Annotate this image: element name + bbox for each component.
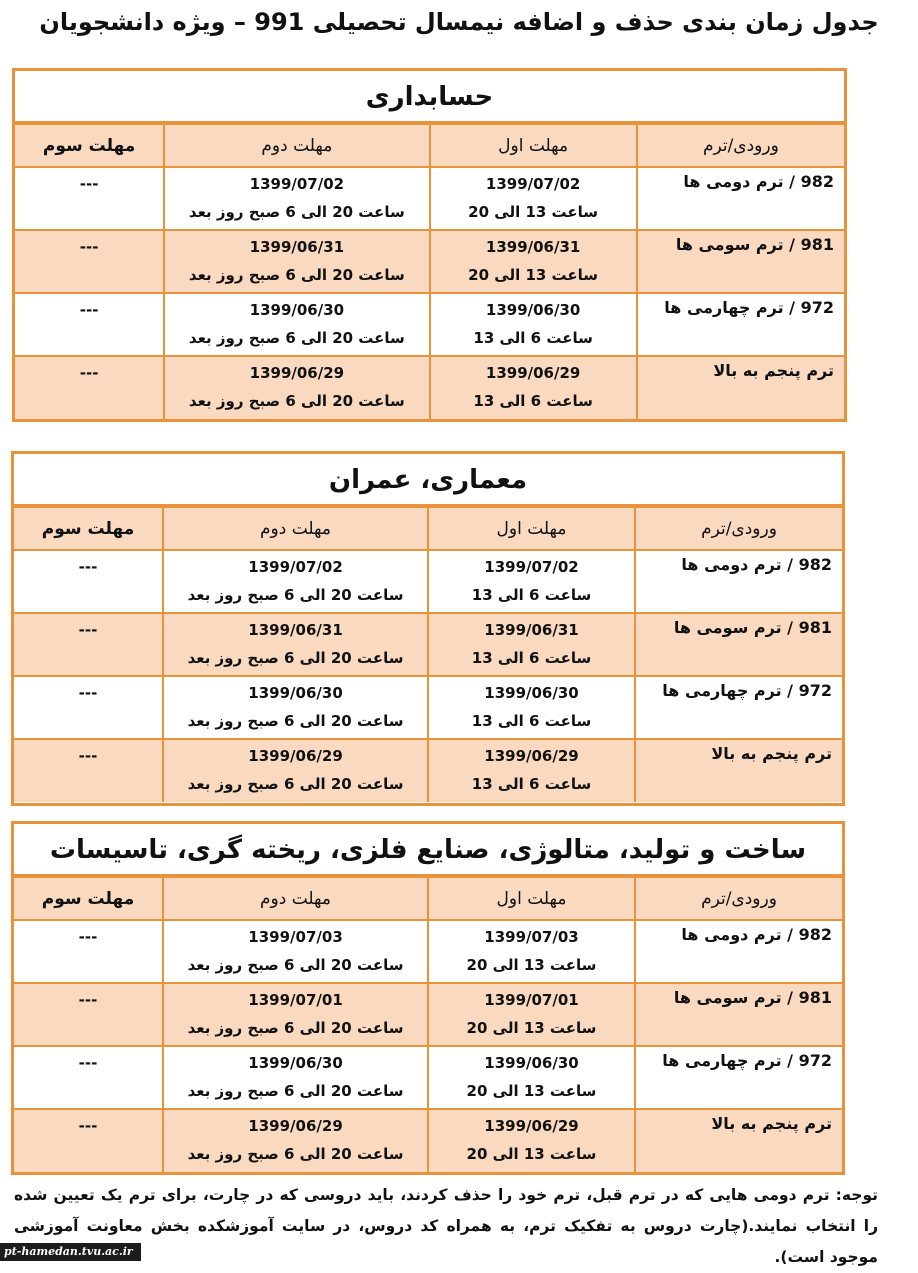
header-third-deadline: مهلت سوم xyxy=(14,507,163,550)
third-deadline-value: --- xyxy=(79,301,99,319)
header-third-deadline: مهلت سوم xyxy=(14,877,163,920)
second-deadline-time: ساعت 20 الی 6 صبح روز بعد xyxy=(187,649,404,667)
entry-term: 982 / ترم دومی ها xyxy=(683,172,834,191)
first-deadline-time: ساعت 6 الی 13 xyxy=(471,586,592,604)
third-deadline-value: --- xyxy=(78,1054,98,1072)
schedule-table xyxy=(14,876,842,1172)
first-deadline-date: 1399/07/02 xyxy=(485,175,581,193)
first-deadline-time: ساعت 13 الی 20 xyxy=(466,1145,597,1163)
third-deadline-value: --- xyxy=(78,621,98,639)
table-row xyxy=(14,550,842,613)
second-deadline-time: ساعت 20 الی 6 صبح روز بعد xyxy=(187,586,404,604)
second-deadline-date: 1399/06/30 xyxy=(248,1054,343,1072)
entry-term: 972 / ترم چهارمی ها xyxy=(662,681,832,700)
third-deadline-value: --- xyxy=(78,928,98,946)
section-accounting xyxy=(12,68,847,422)
second-deadline-time: ساعت 20 الی 6 صبح روز بعد xyxy=(188,392,405,410)
footnote: توجه: ترم دومی هایی که در ترم قبل، ترم خود را حذف کردند، باید دروسی که در چارت، برای ترم یک تعیین شده را انتخاب نمایند.(چارت دروس به تفکیک ترم، به همراه کد دروس، در سایت آموزشکده بخش معاونت آموزشی موجود است). xyxy=(14,1186,878,1266)
first-deadline-time: ساعت 6 الی 13 xyxy=(471,649,592,667)
entry-term: 981 / ترم سومی ها xyxy=(673,618,832,637)
second-deadline-date: 1399/07/02 xyxy=(248,558,343,576)
second-deadline-time: ساعت 20 الی 6 صبح روز بعد xyxy=(187,956,404,974)
first-deadline-time: ساعت 13 الی 20 xyxy=(466,1019,597,1037)
entry-term: 981 / ترم سومی ها xyxy=(673,988,832,1007)
third-deadline-value: --- xyxy=(78,991,98,1009)
third-deadline-value: --- xyxy=(78,1117,98,1135)
first-deadline-time: ساعت 6 الی 13 xyxy=(471,712,592,730)
schedule-table xyxy=(14,506,842,802)
first-deadline-date: 1399/06/29 xyxy=(484,1117,579,1135)
second-deadline-date: 1399/07/01 xyxy=(248,991,343,1009)
entry-term: 972 / ترم چهارمی ها xyxy=(664,298,834,317)
section-architecture-civil xyxy=(11,451,845,806)
table-row xyxy=(15,356,844,419)
first-deadline-date: 1399/06/29 xyxy=(484,747,579,765)
table-row xyxy=(15,293,844,356)
second-deadline-time: ساعت 20 الی 6 صبح روز بعد xyxy=(187,1082,404,1100)
first-deadline-date: 1399/06/29 xyxy=(485,364,581,382)
first-deadline-date: 1399/06/30 xyxy=(484,684,579,702)
table-row xyxy=(14,1109,842,1172)
entry-term: ترم پنجم به بالا xyxy=(711,1114,832,1133)
first-deadline-date: 1399/07/01 xyxy=(484,991,579,1009)
first-deadline-date: 1399/07/02 xyxy=(484,558,579,576)
table-row xyxy=(14,676,842,739)
second-deadline-date: 1399/07/02 xyxy=(249,175,345,193)
second-deadline-date: 1399/06/30 xyxy=(249,301,345,319)
header-third-deadline: مهلت سوم xyxy=(15,124,164,167)
second-deadline-time: ساعت 20 الی 6 صبح روز بعد xyxy=(188,203,405,221)
entry-term: 982 / ترم دومی ها xyxy=(681,555,832,574)
third-deadline-value: --- xyxy=(79,238,99,256)
header-entry: ورودی/ترم xyxy=(635,507,842,550)
section-title: حسابداری xyxy=(15,71,844,123)
section-manufacturing-metallurgy xyxy=(11,821,845,1175)
section-title: ساخت و تولید، متالوژی، صنایع فلزی، ریخته گری، تاسیسات xyxy=(14,824,842,876)
entry-term: 982 / ترم دومی ها xyxy=(681,925,832,944)
header-first-deadline: مهلت اول xyxy=(428,877,635,920)
site-url-tag: pt-hamedan.tvu.ac.ir xyxy=(0,1243,141,1261)
entry-term: 972 / ترم چهارمی ها xyxy=(662,1051,832,1070)
second-deadline-date: 1399/06/29 xyxy=(248,747,343,765)
second-deadline-date: 1399/06/30 xyxy=(248,684,343,702)
first-deadline-date: 1399/06/31 xyxy=(485,238,581,256)
table-row xyxy=(15,167,844,230)
second-deadline-date: 1399/07/03 xyxy=(248,928,343,946)
header-second-deadline: مهلت دوم xyxy=(163,877,428,920)
second-deadline-date: 1399/06/31 xyxy=(248,621,343,639)
entry-term: ترم پنجم به بالا xyxy=(711,744,832,763)
first-deadline-time: ساعت 6 الی 13 xyxy=(471,775,592,793)
first-deadline-time: ساعت 13 الی 20 xyxy=(468,266,599,284)
header-first-deadline: مهلت اول xyxy=(430,124,637,167)
first-deadline-time: ساعت 13 الی 20 xyxy=(468,203,599,221)
third-deadline-value: --- xyxy=(79,175,99,193)
header-first-deadline: مهلت اول xyxy=(428,507,635,550)
entry-term: ترم پنجم به بالا xyxy=(713,361,834,380)
second-deadline-time: ساعت 20 الی 6 صبح روز بعد xyxy=(187,1145,404,1163)
header-second-deadline: مهلت دوم xyxy=(164,124,429,167)
first-deadline-date: 1399/06/31 xyxy=(484,621,579,639)
table-row xyxy=(14,739,842,802)
header-entry: ورودی/ترم xyxy=(637,124,844,167)
table-row xyxy=(14,613,842,676)
header-entry: ورودی/ترم xyxy=(635,877,842,920)
table-row xyxy=(14,983,842,1046)
page-title: جدول زمان بندی حذف و اضافه نیمسال تحصیلی 991 – ویژه دانشجویان xyxy=(39,8,879,36)
first-deadline-time: ساعت 13 الی 20 xyxy=(466,956,597,974)
first-deadline-time: ساعت 13 الی 20 xyxy=(466,1082,597,1100)
second-deadline-time: ساعت 20 الی 6 صبح روز بعد xyxy=(188,266,405,284)
first-deadline-time: ساعت 6 الی 13 xyxy=(473,329,593,347)
first-deadline-time: ساعت 6 الی 13 xyxy=(473,392,593,410)
second-deadline-date: 1399/06/31 xyxy=(249,238,345,256)
first-deadline-date: 1399/06/30 xyxy=(485,301,581,319)
second-deadline-date: 1399/06/29 xyxy=(248,1117,343,1135)
first-deadline-date: 1399/06/30 xyxy=(484,1054,579,1072)
second-deadline-date: 1399/06/29 xyxy=(249,364,345,382)
second-deadline-time: ساعت 20 الی 6 صبح روز بعد xyxy=(187,1019,404,1037)
table-row xyxy=(15,230,844,293)
entry-term: 981 / ترم سومی ها xyxy=(675,235,834,254)
schedule-table xyxy=(15,123,844,419)
second-deadline-time: ساعت 20 الی 6 صبح روز بعد xyxy=(187,775,404,793)
first-deadline-date: 1399/07/03 xyxy=(484,928,579,946)
section-title: معماری، عمران xyxy=(14,454,842,506)
header-second-deadline: مهلت دوم xyxy=(163,507,428,550)
third-deadline-value: --- xyxy=(79,364,99,382)
third-deadline-value: --- xyxy=(78,558,98,576)
third-deadline-value: --- xyxy=(78,747,98,765)
table-row xyxy=(14,920,842,983)
second-deadline-time: ساعت 20 الی 6 صبح روز بعد xyxy=(187,712,404,730)
second-deadline-time: ساعت 20 الی 6 صبح روز بعد xyxy=(188,329,405,347)
table-row xyxy=(14,1046,842,1109)
third-deadline-value: --- xyxy=(78,684,98,702)
